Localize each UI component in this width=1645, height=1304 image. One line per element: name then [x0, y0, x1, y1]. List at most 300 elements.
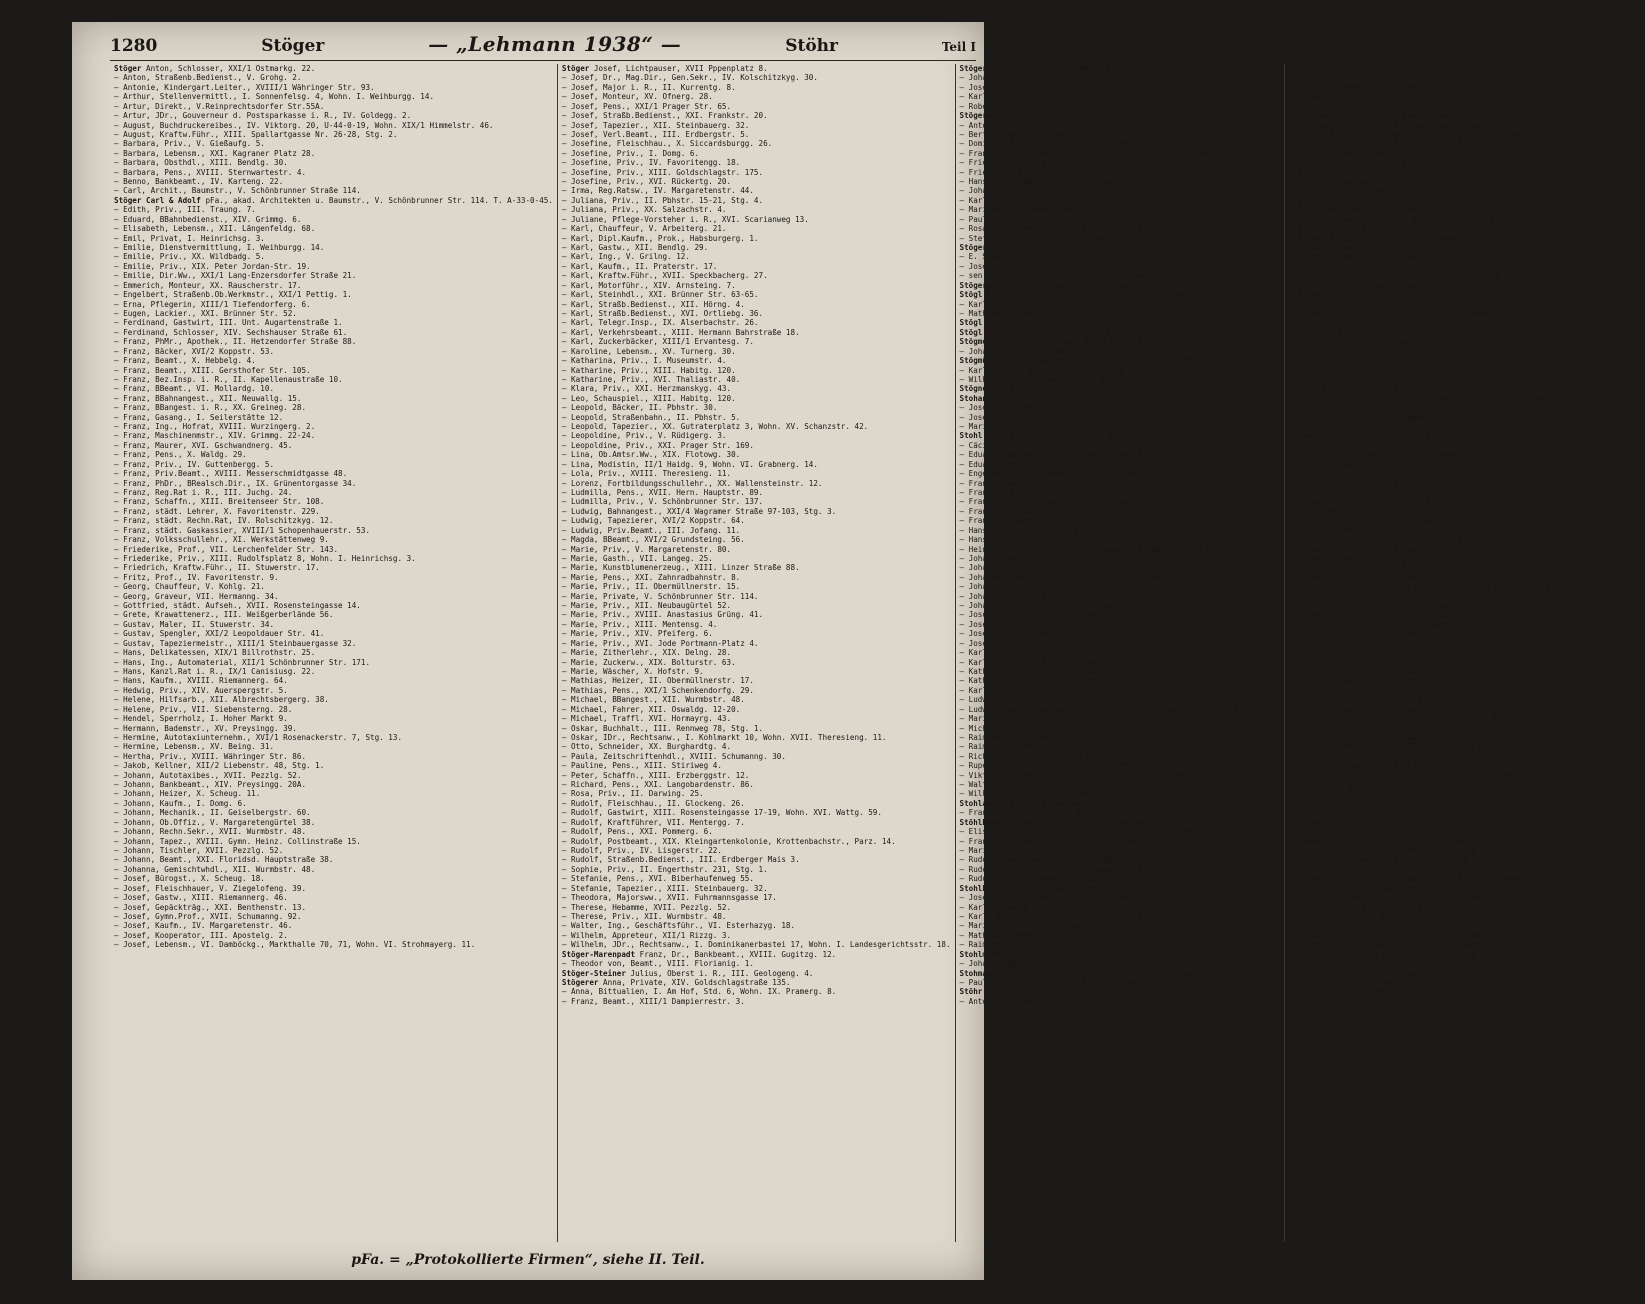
directory-entry	[562, 328, 951, 337]
entry-text: — Ludwig, Hilfsarb., XXI. Erzh. Karl-Str. 9.	[1288, 864, 1490, 874]
directory-entry	[1289, 724, 1641, 733]
directory-entry	[562, 92, 951, 101]
entry-text: — Katharina, Priv., XX. Dresdner Str. 122.	[959, 676, 1152, 686]
directory-entry	[114, 243, 553, 252]
entry-text: — Marie, Gasth., VII. Langeg. 25.	[561, 553, 713, 563]
entry-text: Adele, Vürstwe., VI. Damböckg. 3, Wohn. XVIII. Gersthofer Str. 26.	[1311, 120, 1618, 130]
directory-entry	[562, 997, 951, 1006]
directory-entry	[114, 592, 553, 601]
directory-entry	[562, 865, 951, 874]
entry-text: — Theodor von, Beamt., VIII. Florianig. 1.	[561, 959, 754, 969]
directory-entry	[114, 479, 553, 488]
directory-entry	[960, 262, 1280, 271]
entry-text: — Johanna, Gemischtwhdl., XII. Wurmbstr. 48.	[114, 864, 316, 874]
entry-text: — Karl, Kraftw.Führ., XVII. Speckbacherg. 27.	[561, 271, 768, 281]
directory-entry	[960, 545, 1280, 554]
directory-entry	[960, 959, 1280, 968]
directory-entry	[114, 281, 553, 290]
directory-entry	[1289, 629, 1641, 638]
directory-entry	[1289, 431, 1641, 440]
entry-text: — Walter, Ing., Geschäftsführ., VI. Esterhazyg. 18.	[561, 921, 796, 931]
entry-text: — Karl, BBeamt.Ww., XV. Raffaelg. 20.	[959, 365, 1129, 375]
directory-entry	[1289, 978, 1641, 987]
directory-entry	[1289, 337, 1641, 346]
directory-entry	[114, 64, 553, 73]
directory-entry	[960, 940, 1280, 949]
directory-entry	[960, 507, 1280, 516]
entry-text: — Alois, Priv., VII. Kenyong. 30.	[1288, 195, 1440, 205]
directory-entry	[1289, 573, 1641, 582]
directory-entry	[562, 394, 951, 403]
entry-text: — Oskar, Buchhalt., III. Rennweg 78, Stg. 1.	[561, 723, 764, 733]
entry-text: — Marie, Priv., XVI. Jode Portmann-Platz 4.	[561, 638, 759, 648]
directory-entry	[1289, 771, 1641, 780]
directory-entry	[114, 554, 553, 563]
directory-entry	[1289, 554, 1641, 563]
directory-entry	[114, 450, 553, 459]
directory-entry	[562, 855, 951, 864]
entry-text: — Josef, Amtsrat, XVI/1 Haunstr. 135.	[1288, 629, 1458, 639]
directory-entry	[1289, 714, 1641, 723]
entry-text: — Karl, Zuckerbäcker, XIII/1 Ervantesg. 7.	[561, 337, 754, 347]
entry-text: — Marie, Wäscher, X. Hofstr. 9.	[561, 667, 704, 676]
directory-entry	[114, 940, 553, 949]
entry-text: — Johanna, Priv., X. Bürgerg. 21.	[959, 591, 1111, 601]
entry-text: — Josef, Schlosser, III. Hohlwegg. 42.	[959, 82, 1134, 92]
directory-entry	[562, 186, 951, 195]
directory-entry	[1289, 469, 1641, 478]
directory-entry	[114, 535, 553, 544]
directory-entry	[960, 714, 1280, 723]
directory-entry	[114, 808, 553, 817]
entry-text: — Richard, städt. Berw.Sekr. XIV. Guttenbergg. 2.	[1288, 930, 1513, 940]
directory-entry	[114, 639, 553, 648]
directory-entry	[1289, 799, 1641, 808]
entry-text: Karl, Architekt, VII. Wimbergerg. 10.	[991, 384, 1166, 394]
directory-entry	[1289, 186, 1641, 195]
directory-entry	[562, 818, 951, 827]
directory-entry	[960, 271, 1280, 280]
directory-entry	[1289, 83, 1641, 92]
entry-text: — Franz, Priv., IV. Guttenbergg. 5.	[114, 459, 275, 469]
entry-text: — Oskar, IDr., Rechtsanw., I. Kohlmarkt 10, Wohn. XVII. Theresieng. 11.	[561, 732, 887, 742]
entry-text: — Leopold, Tapezier., XX. Gutraterplatz 3, Wohn. XV. Schanzstr. 42.	[561, 422, 869, 432]
entry-text: — Johann, Heizer, X. Scheug. 11.	[114, 789, 261, 799]
directory-entry	[960, 328, 1280, 337]
directory-entry	[562, 403, 951, 412]
entry-text: — Hans, Kaufm., XVIII. Riemannerg. 64.	[114, 676, 288, 686]
entry-text: — Hermine, Autotaxiunternehm., XVI/1 Rosenackerstr. 7, Stg. 13.	[114, 732, 403, 742]
directory-entry	[562, 987, 951, 996]
directory-entry	[562, 874, 951, 883]
entry-text: — Franz, BBangest. i. R., XX. Greineg. 28.	[114, 403, 307, 413]
directory-entry	[114, 375, 553, 384]
directory-entry	[960, 771, 1280, 780]
entry-text: — Anna, Priv., II. Malfattig. 18.	[1288, 224, 1440, 234]
directory-entry	[1289, 441, 1641, 450]
directory-entry	[1289, 262, 1641, 271]
entry-text: — Marie, Kunstblumenerzeug., XIII. Linzer Straße 88.	[561, 563, 800, 573]
entry-text: — Franz, Reg.Rat i. R., III. Juchg. 24.	[114, 487, 293, 497]
entry-text: — Helene, Adminst., VIII. Lazang. 16.	[1288, 544, 1458, 554]
page-header	[110, 32, 976, 58]
entry-text: — Josef, Lebensm., VI. Damböckg., Markthalle 70, 71, Wohn. VI. Strohmayerg. 11.	[114, 940, 476, 950]
entry-text: — Karl, Lebensm., XVI. Eisnerg. 9.	[959, 902, 1115, 912]
entry-text: — Margarete, städt. Kindergärtnerin, XIV. Seidenweg. 38.	[1288, 874, 1545, 884]
directory-entry	[562, 695, 951, 704]
directory-entry	[960, 281, 1280, 290]
entry-text: — Peter, Schaffn., XIII. Erzberggstr. 12.	[561, 770, 750, 780]
directory-entry	[1289, 780, 1641, 789]
entry-text: — Robert, Bäcker, XVIII. Pfeilg. 5.	[1288, 959, 1449, 969]
entry-text: — Barbara, Pens., XVIII. Sternwartestr. 4.	[114, 167, 307, 177]
directory-entry	[562, 676, 951, 685]
directory-entry	[114, 620, 553, 629]
entry-text: — Anton, Hühneraugenoperateur, XI. Gottschalkg. 10.	[1288, 280, 1522, 290]
entry-text: — Elisabeth, Lebensm., XII. Längenfeldg. 68.	[114, 224, 316, 234]
directory-entry	[562, 516, 951, 525]
entry-text: — Josef, Kraftw.Führ., XXI/1 Geiselweg. 8.	[1288, 648, 1481, 658]
directory-entry	[114, 158, 553, 167]
entry-text: — Josefine, Priv., XVI. Rückertg. 20.	[561, 177, 732, 187]
directory-entry	[1289, 733, 1641, 742]
directory-entry	[114, 705, 553, 714]
entry-text: — Emilie, Dienstvermittlung, I. Weihburgg. 14.	[114, 243, 325, 253]
directory-entry	[114, 761, 553, 770]
entry-text: — Anton, Bademstr., XVIII. Herbeckstr. 14.	[1288, 243, 1481, 253]
entry-text: — Dragan, MDr., Spitalarzt, VI. Köstlerg. 6.	[1288, 365, 1490, 375]
entry-text: — Michael, Traffl. XVI. Hormayrg. 43.	[561, 714, 732, 724]
entry-surname: Stöhr	[959, 987, 983, 997]
entry-text: — Emilie, Dir.Ww., XXI/1 Lang-Enzersdorfer Straße 21.	[114, 271, 357, 281]
directory-entry	[114, 573, 553, 582]
header-title: — „Lehmann 1938“ —	[428, 32, 682, 56]
entry-text: — Josef, Kraftw.Führ., XVII. Leitermanerg. 2.	[959, 893, 1166, 903]
directory-entry	[960, 742, 1280, 751]
entry-surname: Stögermayr	[959, 243, 1006, 253]
entry-text: — Stefanie, Pens., XVI. Biberhaufenweg 55.	[561, 874, 754, 884]
entry-text: — Marie, Priv., V. Margaretenstr. 80.	[561, 544, 732, 554]
entry-text: — Rosa, Pens., XIX. Mehlstr. 37.	[1288, 977, 1435, 987]
entry-text: — Antonie, Vertragsangest., XVI. Taubstummeng. 5.	[1288, 308, 1513, 318]
directory-entry	[1289, 855, 1641, 864]
directory-entry	[562, 111, 951, 120]
directory-entry	[1289, 300, 1641, 309]
directory-entry	[960, 978, 1280, 987]
directory-entry	[960, 516, 1280, 525]
directory-entry	[1289, 818, 1641, 827]
entry-text: — Lina, Ob.Amtsr.Ww., XIX. Flotowg. 30.	[561, 450, 741, 460]
directory-entry	[1289, 846, 1641, 855]
directory-entry	[960, 243, 1280, 252]
directory-entry	[114, 789, 553, 798]
directory-entry	[114, 384, 553, 393]
entry-text: — Juliana, Priv., II. Pbhstr. 15-21, Stg. 4.	[561, 195, 764, 205]
directory-entry	[1289, 497, 1641, 506]
entry-text: — Alfred, Viktualienhdl., XVII. Jeiklerg. 4.	[1288, 186, 1490, 196]
directory-entry	[562, 64, 951, 73]
entry-text: — Johann, Bankbeamt., XIV. Preysingg. 20A.	[114, 780, 307, 790]
entry-text: — Albine, Vittualien, XVI. Wilhelg. 6.	[1288, 167, 1463, 177]
directory-entry	[114, 83, 553, 92]
entry-text: — Engelbert, Straßenb.Ob.Werkmstr., XXI/1 Pettig. 1.	[114, 290, 352, 300]
directory-entry	[1289, 215, 1641, 224]
entry-surname: Stögner	[959, 384, 992, 394]
entry-text: Anton, Kohlenhdl., XIV. Pillerg. 11.	[996, 393, 1166, 403]
entry-text: — Josef, Gastw., XIII. Riemannerg. 46.	[114, 893, 288, 903]
entry-text: — Anna, Modistin, IX/2 Universitätstr. 8.	[1288, 205, 1476, 215]
entry-text: — Leo, Schauspiel., XIII. Habitg. 120.	[561, 393, 736, 403]
entry-surname: Stöger-Steiner	[561, 968, 626, 978]
directory-entry	[960, 931, 1280, 940]
entry-text: — Benno, Bankbeamt., IV. Karteng. 22.	[114, 177, 284, 187]
entry-text: — Josef, Sichh.Wachm. i. R., IX/1 Wafag. 13.	[959, 629, 1161, 639]
entry-text: — Emilie, Priv., XX. Wildbadg. 5.	[114, 252, 265, 262]
directory-entry	[114, 139, 553, 148]
directory-entry	[114, 648, 553, 657]
directory-entry	[114, 526, 553, 535]
entry-text: — Johann, Architekt, V. Margaretengürtel 128 bis 134, Stg. 8.	[1288, 582, 1568, 592]
directory-entry	[960, 601, 1280, 610]
entry-text: — Karl, Priv.Beamt., XIV. Pfalzstr. 54.	[1288, 761, 1467, 771]
entry-text: — Katharina, Priv., V. Ob. Amtshausg. 34.	[1288, 92, 1476, 102]
directory-entry	[562, 545, 951, 554]
entry-text: — Kurt, Priv., XVI. Kfeg. Nr. 65-79.	[1288, 827, 1454, 837]
directory-entry	[1289, 450, 1641, 459]
directory-entry	[960, 450, 1280, 459]
entry-text: — Katharina, Pens., XII. Schallerg. 17.	[959, 667, 1138, 676]
directory-entry	[960, 912, 1280, 921]
directory-entry	[562, 507, 951, 516]
directory-entry	[960, 903, 1280, 912]
entry-surname: Stögl	[959, 327, 983, 337]
directory-entry	[562, 318, 951, 327]
entry-text: — Johann, Priv., III. Pfolog. 12.	[1288, 572, 1440, 582]
directory-entry	[114, 771, 553, 780]
entry-surname: Stohlmann	[959, 949, 1001, 959]
entry-text: — Rudolf, techn. Beamt., X. Siebzeng. 19.	[959, 874, 1147, 884]
directory-entry	[562, 281, 951, 290]
directory-entry	[562, 309, 951, 318]
entry-text: Adolf, Postinsp., XVIII. Gersthofer Str. 122.	[1009, 111, 1221, 121]
directory-entry	[114, 149, 553, 158]
entry-text: — Rosa, Priv., II. Neuer Markt 9.	[1288, 987, 1440, 997]
entry-text: — Karl, Oberst i. R., XIII. Mentensg. 15.	[959, 657, 1147, 667]
entry-text: — Marie, Private, V. Schönbrunner Str. 114.	[561, 591, 759, 601]
entry-text: — Hans, Priv., XIV. Jfrathenstr. 4.	[959, 535, 1120, 545]
entry-text: — Gustav, Maler, II. Stuwerstr. 34.	[114, 619, 275, 629]
directory-entry	[960, 431, 1280, 440]
directory-entry	[960, 121, 1280, 130]
entry-text: — Emilie, Priv., XIX. Peter Jordan-Str. 19.	[114, 261, 311, 271]
directory-entry	[562, 959, 951, 968]
entry-surname: Stohlhofer	[959, 883, 1006, 893]
directory-entry	[1289, 243, 1641, 252]
directory-entry	[562, 375, 951, 384]
entry-text: — Rosa, Priv.Beamt., XIII. Bernbrunng. 4.	[959, 224, 1147, 234]
entry-surname: Stögermeyer	[959, 280, 1010, 290]
entry-text: — Karl, Maler, II. Sterndorfer Platz 1-2.	[959, 911, 1147, 921]
entry-text: — Mathias, Heizer, II. Obermüllnerstr. 17.	[561, 676, 754, 686]
entry-text: — Franz, Beamt., XIII. Gersthofer Str. 105.	[114, 365, 311, 375]
entry-text: — Johann, BBBediensteter, XVI. Ottakringer Str. 279.	[959, 186, 1198, 196]
directory-entry	[562, 978, 951, 987]
entry-text: — Johann, Priv., XIII/1 Singrienerg. 11.	[959, 601, 1143, 611]
directory-entry	[960, 252, 1280, 261]
entry-text: — Franz, Priv.Beamt., XVIII. Messerschmidtgasse 48.	[114, 469, 348, 479]
directory-entry	[114, 469, 553, 478]
directory-entry	[114, 799, 553, 808]
page-footer: pFa. = „Protokollierte Firmen“, siehe II. Teil.	[351, 1252, 705, 1268]
directory-entry	[562, 366, 951, 375]
directory-entry	[1289, 224, 1641, 233]
directory-entry	[1289, 309, 1641, 318]
entry-text: — Ludmilla, Pens., XVII. Hern. Hauptstr. 89.	[561, 487, 764, 497]
directory-entry	[114, 667, 553, 676]
entry-text: — Johann, Fleischhauer, VI. Mittelg. 6.	[1288, 591, 1467, 601]
directory-entry	[960, 629, 1280, 638]
entry-text: — Michael, BBangest., XII. Wurmbstr. 48.	[561, 695, 745, 705]
entry-text: — Karl, bef. Zahntechnik., XVIII. Kreuzg. 34.	[1288, 789, 1495, 799]
entry-text: — Franz, Kanzl.Kommiss., XIII. Baumgartenstraße 60.	[1288, 450, 1522, 460]
directory-entry	[114, 422, 553, 431]
directory-entry	[562, 271, 951, 280]
directory-entry	[562, 347, 951, 356]
directory-entry	[562, 139, 951, 148]
directory-entry	[1289, 205, 1641, 214]
directory-entry	[1289, 940, 1641, 949]
entry-text: — Josef, Musiker, V. Schönbrunner Str. 37.	[959, 261, 1152, 271]
directory-entry	[562, 422, 951, 431]
entry-text: — Johann, Pens., XIV. Flachg. 13.	[959, 73, 1111, 83]
entry-text: pFa., akad. Architekten u. Baumstr., V. Schönbrunner Str. 114. T. A-33-0-45.	[200, 195, 553, 205]
directory-entry	[960, 969, 1280, 978]
directory-entry	[562, 714, 951, 723]
directory-entry	[114, 686, 553, 695]
directory-entry	[1289, 73, 1641, 82]
entry-text: — Eduard Stöhr pFa., Fleischselcher, IV. Brückeng. 1, T. B-27-3-60.	[1288, 384, 1595, 394]
directory-entry	[562, 705, 951, 714]
directory-entry	[114, 252, 553, 261]
entry-text: — Pauline, Pens., XIII. Stiriweg 4.	[561, 761, 722, 771]
header-right-name: Stöhr	[785, 36, 838, 56]
directory-entry	[1289, 290, 1641, 299]
entry-text: — Franz, Leuchtröhrenerz., XII. Strohbergg. 2.	[959, 478, 1170, 488]
entry-text: — Karl, Gastw., XII. Bendlg. 29.	[561, 243, 709, 253]
entry-text: — Franz, Elendrech., XXI. Dresdner Str. 53.	[959, 808, 1157, 818]
entry-text: — Eduard, Maschinist, XIII. Penzinger Straße Nr. 150-166.	[1288, 393, 1550, 403]
entry-text: — Franz, Ing. Fa.Jnh., XV. Hütteldorfer Str. 70.	[959, 836, 1179, 846]
entry-text: — Emma, Priv., XV. Wichtelg. 16.	[1288, 431, 1435, 441]
entry-text: — Friederike, Priv., XIII. Rudolfsplatz 8, Wohn. I. Heinrichsg. 3.	[114, 553, 416, 563]
directory-entry	[562, 884, 951, 893]
entry-text: — Rudolf, Schuhmmstr., XIII. Ledererg. 4.	[959, 864, 1147, 874]
entry-text: — Friedrich, Gefälgsstadt., IV. Danhauserg. 6.	[959, 158, 1170, 168]
entry-text: — Franz, Bez.Insp. i. R., II. Kapellenaustraße 10.	[114, 374, 343, 384]
directory-entry	[1289, 328, 1641, 337]
directory-entry	[114, 931, 553, 940]
directory-entry	[1289, 950, 1641, 959]
directory-entry	[1289, 969, 1641, 978]
entry-text: — Alfred, Sped.Beamt., XII. Kaiserstraße 4.	[1288, 177, 1486, 187]
entry-text: — Marie, Priv., XIII. Mentensg. 4.	[561, 619, 718, 629]
entry-text: Franz, Autoref., X. Johannesg. 11.	[1009, 817, 1170, 827]
entry-text: — Josefine, Priv., I. Domg. 6.	[561, 148, 700, 158]
entry-text: — Paul, Firmagef., XIX. Heiligenstädter Str. 37.	[959, 214, 1179, 224]
directory-entry	[1289, 111, 1641, 120]
directory-entry	[960, 667, 1280, 676]
directory-entry	[114, 394, 553, 403]
entry-text: — Johann, Schlosser, XIII/1 Dorfhauserstr. 31.	[1288, 601, 1499, 611]
entry-text: — Karl, Straßb.Bedienst., XVI. Ortliebg. 36.	[561, 308, 764, 318]
directory-columns	[110, 64, 1641, 1242]
entry-text: — Franz, Schaffn., XIII. Breitenseer Str. 108.	[114, 497, 325, 507]
directory-entry	[960, 479, 1280, 488]
directory-entry	[562, 356, 951, 365]
directory-entry	[114, 366, 553, 375]
entry-text: — Karl, Dipl.Kaufm., Prok., Habsburgerg. 1.	[561, 233, 759, 243]
directory-entry	[1289, 742, 1641, 751]
directory-entry	[114, 177, 553, 186]
entry-text: — Josef, Gepäckträg., XXI. Benthenstr. 13.	[114, 902, 307, 912]
directory-entry	[562, 290, 951, 299]
directory-entry	[960, 893, 1280, 902]
directory-entry	[562, 130, 951, 139]
directory-entry	[960, 168, 1280, 177]
entry-text: — Hans, Schuhmmstr., XV. Grillenweg. 19.	[1288, 525, 1472, 535]
entry-text: — Franz, PhMr., Apothek., II. Hetzendorfer Straße 88.	[114, 337, 357, 347]
entry-text: — Johann, Straßenb.Führ., IX. Lustkandlg. 5.	[1288, 610, 1490, 620]
entry-text: — Sophie, Priv., II. Engerthstr. 231, Stg. 1.	[561, 864, 768, 874]
directory-entry	[1289, 149, 1641, 158]
directory-entry	[114, 271, 553, 280]
entry-surname: Stögermayer	[959, 111, 1010, 121]
entry-text: — Hertha, Priv., XVIII. Währinger Str. 86.	[114, 751, 307, 761]
directory-entry	[960, 111, 1280, 120]
directory-entry	[114, 874, 553, 883]
directory-entry	[1289, 667, 1641, 676]
entry-text: — Elise, Wirtw., X. Zur Spinnerin 36, Wohn. X. Siebzeng. 19.	[959, 827, 1234, 837]
directory-entry	[562, 903, 951, 912]
entry-text: — Friedrich, Hilfsarbeiter, XII. Arndtg. 21.	[1288, 497, 1490, 507]
directory-entry	[562, 950, 951, 959]
directory-entry	[1289, 601, 1641, 610]
directory-entry	[1289, 271, 1641, 280]
directory-entry	[114, 733, 553, 742]
entry-text: — Franz, Kellner, II. Kronmarkt 15.	[959, 506, 1120, 516]
entry-text: — Anton, Ing., Fbrk.Dir. a. D., XIX. Dollinerg. 4.	[1288, 271, 1518, 281]
entry-text: — Franz, Ing., Hofrat, XVIII. Wurzingerg. 2.	[114, 422, 316, 432]
directory-entry	[114, 403, 553, 412]
entry-text: — Josef, Major i. R., II. Kurrentg. 8.	[561, 82, 736, 92]
entry-text: — Hermann, Bademstr., XV. Preysingg. 39.	[114, 723, 297, 733]
directory-entry	[960, 73, 1280, 82]
entry-text: — Karl, Straßb.Bedienst., XII. Hörng. 4.	[561, 299, 745, 309]
directory-entry	[1289, 252, 1641, 261]
entry-text: — Karl, Steinhdl., XXI. Brünner Str. 63-65.	[561, 290, 759, 300]
directory-entry	[114, 695, 553, 704]
entry-text: — Josef, Pens., XXI. Kleng. 32.	[1288, 685, 1431, 695]
directory-entry	[114, 234, 553, 243]
entry-text: — Friederike, Prof., VII. Lerchenfelder Str. 143.	[114, 544, 339, 554]
entry-text: — Leopoldine, Priv., XXI. Prager Str. 169.	[561, 440, 754, 450]
entry-text: — Friedrich, Kraftw.Führ., II. Stuwerstr. 17.	[114, 563, 320, 573]
entry-text: — Erna, Pflegerin, XIII/1 Tiefendorferg. 6.	[114, 299, 311, 309]
entry-text: Arnold, Fleischhauer, XIV. Dadlerg. 12.	[982, 431, 1166, 441]
entry-text: — Otto, Schlosser, XII/1 Tivoligasse 5.	[1288, 921, 1467, 931]
directory-entry	[1289, 695, 1641, 704]
directory-entry	[562, 573, 951, 582]
